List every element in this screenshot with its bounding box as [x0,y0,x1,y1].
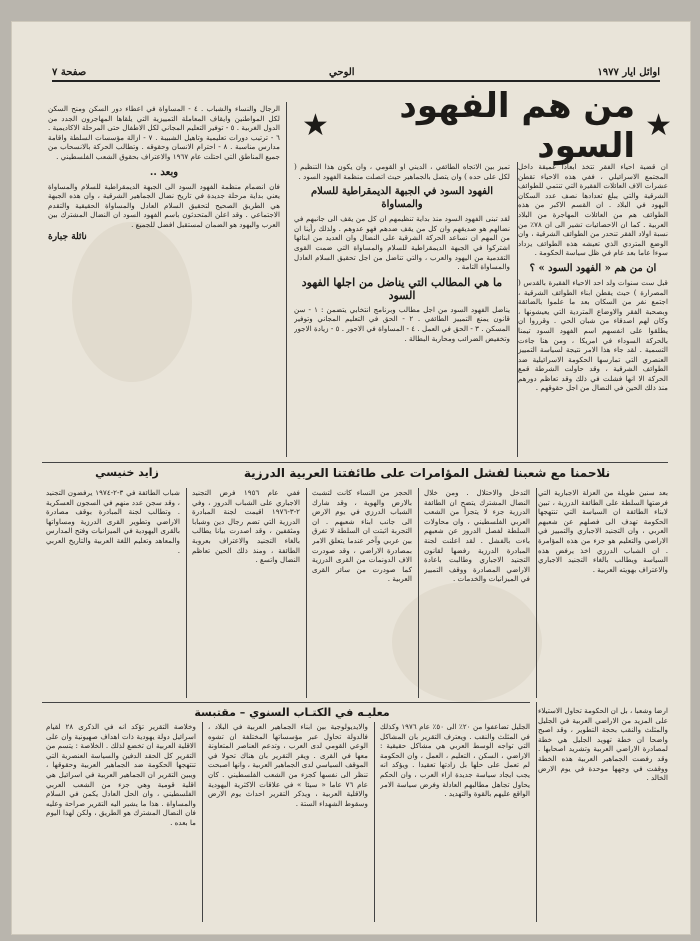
column-divider [374,722,375,922]
main-middle-text-3: يناضل الفهود السود من اجل مطالب وبرنامج انتخابي يتضمن : ١ - سن قانون يمنع التمييز الطائفي . ٢ - الحق في التعليم المجاني وتوفير المسكن . ٣ - الحق في العمل . ٤ - المساواة في الاجور . ٥ - زيادة الاجور وتخفيض الضرائب ومحاربة البطالة . [294,304,510,343]
main-right-column [518,162,668,457]
yearbook-text-1: وخلاصة التقرير تؤكد انه في الذكرى ٢٨ لقيام اسرائيل دولة يهودية ذات اهداف صهيونية وان على الاقلية العربية ان تخضع لذلك . الخلاصة : يتسم من التقرير كل الحقد الدفين والسياسة العنصرية التي تنتهجها الحكومة ضد الجماهير العربية وحقوقها ، ويبين التقرير ان الجماهير العربية في اسرائيل هي اقلية قومية وهي جزء من الشعب العربي الفلسطيني ، وان الحل العادل يكمن في السلام والمساواة . هذا ما يشير اليه التقرير صراحة وعليه فان النضال المشترك هو الطريق ، ولكن لهذا اليوم ما بعده . [46,722,196,827]
main-left-text-2: فان انضمام منظمة الفهود السود الى الجبهة الديمقراطية للسلام والمساواة يعني بداية مرحلة جديدة في تاريخ نضال الجماهير الشرقية ، وان هذه الجبهة هي الطريق الصحيح لتحقيق السلام العادل والمساواة الحقيقية والتقدم الاجتماعي . وقد اعلن المتحدثون باسم الفهود السود ان النضال المشترك بين العرب واليهود هو الضمان لمستقبل افضل للجميع . [48,181,280,229]
yearbook-column-2 [208,722,368,922]
column-divider [536,488,537,698]
newspaper-page [12,22,690,934]
main-right-text-2: قبل ست سنوات ولد احد الاحياء الفقيرة بالقدس ( المصرارة ) حيث يقطن ابناء الطوائف الشرقية ، اجتمع نفر من السكان بعد ما علموا بالضائقة وبصحبة الفقر والاوضاع المتردية التي يعيشونها ، وكان لهم اصدقاء من شبان الحي . وقرروا ان يطلقوا على انفسهم اسم الفهود السود تيمنا بالحركة السوداء في امريكا ، ومن هنا جاءت التسمية . لقد جاء هذا الامر نتيجة لسياسة التمييز العنصري التي تمارسها الحكومة الاسرائيلية ضد الطوائف الشرقية ، وقد حاولت الشرطة قمع الحركة الا انها فشلت في ذلك وقد تعاظم دورهم منذ ذلك الحين في النضال من اجل حقوقهم . [518,277,668,393]
druze-column-2 [424,488,530,698]
section-divider [42,462,668,463]
druze-text-5: شباب الطائفة في ٣-٢-١٩٧٤ يرفضون التجنيد ، وقد سجن عدد منهم في السجون العسكرية . وتطالب لجنة المبادرة بوقف مصادرة الاراضي وتطوير القرى الدرزية ومساواتها بالقرى اليهودية في الميزانيات وفتح المدارس والمعاهد وتعليم اللغة العربية والتاريخ العربي . [46,488,180,555]
main-title: من هم الفهود السود [399,86,636,166]
druze-text-4: ففي عام ١٩٥٦ فرض التجنيد الاجباري على الشباب الدروز ، وفي ٢-٣-١٩٧٦ اقيمت لجنة المبادرة الدرزية التي تضم رجال دين وشبابا ومثقفين ، وقد اصدرت بيانا يطالب بالغاء التجنيد والاعتراف بعروبة الطائفة ، ومنذ ذلك الحين تعاظم النضال واتسع . [192,488,300,565]
column-divider [418,488,419,698]
main-left-text: الرجال والنساء والشباب . ٤ - المساواة في اعطاء دور السكن ومنح السكن لكل المواطنين وايقاف المعاملة التمييزية التي يلقاها المهاجرون الجدد من الدول الغربية . ٥ - توفير التعليم المجاني لكل الاطفال حتى المرحلة الاكاديمية . ٦ - ترتيب دورات تعليمية وتاهيل الشبيبة . ٧ - ازالة مؤسسات السلطة واقامة مدارس مناسبة . ٨ - احترام الانسان وحقوقه . وتطالب الحركة بالانسحاب من جميع المناطق التي احتلت عام ١٩٦٧ والاعتراف بحقوق الشعب الفلسطيني . [48,104,280,161]
column-divider [202,722,203,922]
main-headline [302,86,672,166]
yearbook-text-3: الجليل تضاعفوا من ٢٠٪ الى ٥٠٪ عام ١٩٧٦ وكذلك في المثلث والنقب . ويعترف التقرير بان المشاكل التي تواجه الوسط العربي هي مشاكل حقيقية : الاراضي ، السكن ، التعليم ، العمل ، وان الحكومة لم تعمل على حلها بل زادتها تعقيدا . ويؤكد انه يجب ايجاد سياسة جديدة ازاء العرب ، وان الحكم يحاول تجاهل مطالبهم العادلة وفرض سياسة الامر الواقع عليهم بالقوة والتهديد . [380,722,530,799]
main-middle-column [294,162,510,457]
druze-text-1: بعد سنين طويلة من العزلة الاجبارية التي فرضتها السلطة على الطائفة الدرزية ، تبين لابناء الطائفة ان السياسة التي تنتهجها الحكومة تهدف الى فصلهم عن شعبهم العربي ، وان التجنيد الاجباري والتمييز في الاراضي والتعليم هو جزء من هذه المؤامرة . ان الشباب الدرزي اخذ يرفض هذه السياسة ويطالب بالغاء التجنيد الاجباري والاعتراف بهويته العربية . [538,488,668,574]
yearbook-column-4 [538,706,668,922]
druze-article-title: نلاحمنا مع شعبنا لفشل المؤامرات على طائفتنا العربية الدرزية [243,466,611,480]
druze-column-4 [192,488,300,698]
column-divider [306,488,307,698]
main-middle-subheading: الفهود السود في الجبهة الديمقراطية للسلام والمساواة [310,186,494,211]
yearbook-text-4: ارضا وشعبا ، بل ان الحكومة تحاول الاستيلاء على المزيد من الاراضي العربية في الجليل والمثلث والنقب بحجة التطوير ، وقد اصبح واضحا ان خطة تهويد الجليل هي خطة لمصادرة الاراضي العربية وتشريد اصحابها . وقد رفضت الجماهير العربية هذه الخطة ووقفت في وجهها موحدة في يوم الارض الخالد . [538,706,668,783]
column-divider [286,102,287,457]
section-divider [42,702,530,703]
main-right-text: ان قضية احياء الفقر تتخذ ابعادا عميقة داخل المجتمع الاسرائيلي ، ففي هذه الاحياء تقطن عشرات الاف العائلات الفقيرة التي تنتمي للطوائف الشرقية والتي يبلغ تعدادها نصف عدد السكان اليهود في البلاد . ان القسم الاكبر من هذه الطوائف هم من العائلات المهاجرة من البلاد العربية . كما ان الاحصائيات تشير الى ان ٧٨٪ من نسبة اولاد الفقر تنحدر من الطوائف الشرقية ، وان الوضع المتردي الذي تعيشه هذه الطوائف يزداد سوءا عاما بعد عام في ظل سياسة الحكومة . [518,162,668,258]
druze-column-5 [46,488,180,698]
header-paper-name: الوحي [329,67,355,78]
druze-column-3 [312,488,412,698]
yearbook-article-title: معليـه في الكتـاب السنوي – مقتبسة [194,706,390,719]
column-divider [517,162,518,457]
yearbook-column-3 [380,722,530,922]
header-date: اوائل ايار ١٩٧٧ [597,67,660,78]
main-middle-text-2: لقد تبنى الفهود السود منذ بداية تنظيمهم ان كل من يقف الى جانبهم في نضالهم هو صديقهم وان كل من يقف ضدهم فهو عدوهم . ولذلك رأينا ان من المهم ان نساعد الحركة الشرقية على النضال وان العديد من ابنائها اشتركوا في الجبهة الديمقراطية للسلام والمساواة التي ضمت القوى التقدمية من اليهود والعرب ، والتي تناضل من اجل تحقيق السلام العادل والمساواة التامة . [294,214,510,272]
druze-text-3: الحجز من النساء كانت لتشبث بالارض والهوية ، وقد شارك الشباب الدرزي في يوم الارض الى جانب ابناء شعبهم . ان التجربة اثبتت ان السلطة لا تفرق بين عربي وآخر عندما يتعلق الامر بمصادرة الاراضي ، وقد صودرت الاف الدونمات من القرى الدرزية كما صودرت من سائر القرى العربية . [312,488,412,584]
star-icon: ★ [645,108,672,143]
main-left-author: نائلة جبارة [48,231,87,242]
header-page-number: صفحة ٧ [52,67,87,78]
druze-text-2: التدخل والاحتلال . ومن خلال النضال المشترك يتضح ان الطائفة الدرزية جزء لا يتجزأ من الشعب العربي الفلسطيني ، وان محاولات السلطة لفصل الدروز عن شعبهم باءت بالفشل . لقد اعلنت لجنة المبادرة الدرزية رفضها لقانون التجنيد الاجباري وطالبت باعادة الاراضي المصادرة ووقف التمييز في الميزانيات والخدمات . [424,488,530,584]
page-header [52,60,660,82]
column-divider [186,488,187,698]
main-left-column [48,104,280,457]
druze-article-author: زايد خنيسي [95,466,159,479]
yearbook-text-2: والايديولوجية بين ابناء الجماهير العربية في البلاد ، فالدولة تحاول عبر مؤسساتها المختلفة ان تشوه الوعي القومي لدى العرب ، وتدعم العناصر المتعاونة معها في القرى . ويقر التقرير بان هناك تحولا في الموقف السياسي لدى الجماهير العربية ، وانها اصبحت تنظر الى نفسها كجزء من الشعب الفلسطيني . كان عام ٧٦ عاما « سيئا » في علاقات الاكثرية اليهودية والاقلية العربية ، ويذكر التقرير احداث يوم الارض وسقوط الشهداء الستة . [208,722,368,808]
column-divider [536,702,537,922]
main-middle-subheading-2: ما هي المطالب التي يناضل من اجلها الفهود السود [301,275,503,302]
main-middle-text: تميز بين الاتجاه الطائفي ، الديني او القومي ، وان يكون هذا التنظيم ( لكل على حده ) وان يتصل بالجماهير حيث اتصلت منظمة الفهود السود . [294,162,510,181]
yearbook-column-1 [46,722,196,922]
druze-column-1 [538,488,668,698]
star-icon: ★ [302,108,329,143]
main-right-subheading: ان من هم « الفهود السود » ؟ [529,262,657,274]
main-left-subheading: وبعد .. [149,166,179,178]
